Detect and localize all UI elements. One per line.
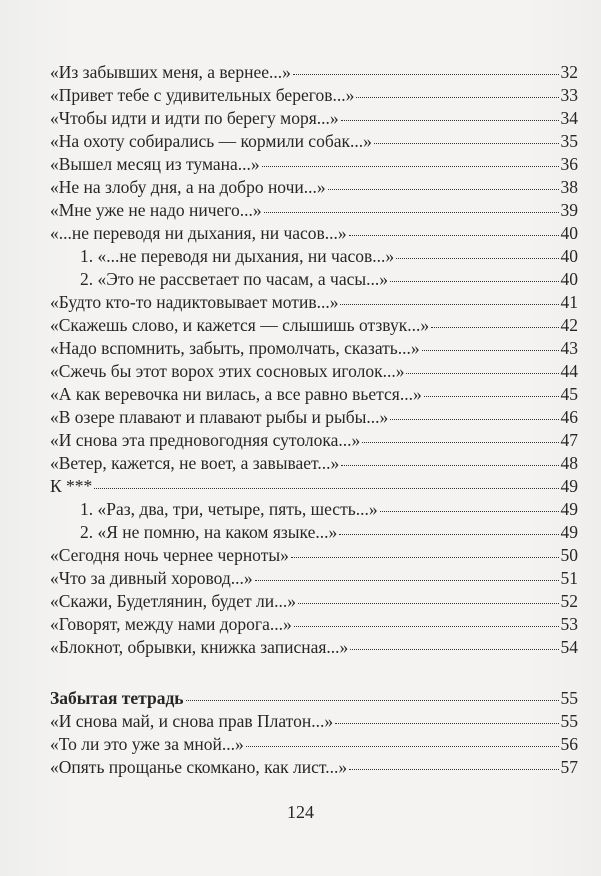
toc-entry [50, 153, 578, 176]
toc-entry [50, 199, 578, 222]
toc-entry-title: «В озере плавают и плавают рыбы и рыбы...» [50, 407, 389, 427]
toc-entry-title: «То ли это уже за мной...» [50, 734, 244, 754]
toc-entry [50, 475, 578, 498]
toc-entry-title: К *** [50, 476, 93, 496]
table-of-contents [50, 61, 578, 779]
toc-leader-dots [186, 699, 559, 701]
toc-entry-title: «Не на злобу дня, а на добро ночи...» [50, 177, 326, 197]
toc-entry [50, 291, 578, 314]
toc-entry-title: «Опять прощанье скомкано, как лист...» [50, 757, 348, 777]
toc-leader-dots [362, 441, 558, 443]
toc-entry-title: 1. «...не переводя ни дыхания, ни часов...» [80, 246, 395, 266]
toc-entry [50, 429, 578, 452]
toc-entry-page: 38 [560, 177, 578, 197]
toc-leader-dots [328, 188, 559, 190]
toc-leader-dots [262, 165, 559, 167]
toc-entry [50, 130, 578, 153]
toc-entry-page: 49 [560, 476, 578, 496]
toc-entry-title: «Мне уже не надо ничего...» [50, 200, 262, 220]
toc-leader-dots [406, 372, 558, 374]
toc-entry-page: 43 [560, 338, 578, 358]
toc-entry [50, 406, 578, 429]
toc-entry [50, 383, 578, 406]
toc-entry-page: 39 [560, 200, 578, 220]
toc-entry-title: 2. «Я не помню, на каком языке...» [80, 522, 338, 542]
toc-entry-title: «Будто кто-то надиктовывает мотив...» [50, 292, 339, 312]
toc-entry-page: 56 [560, 734, 578, 754]
toc-leader-dots [335, 722, 558, 724]
toc-leader-dots [94, 487, 558, 489]
toc-entry [50, 360, 578, 383]
toc-entry-page: 49 [560, 522, 578, 542]
toc-entry-title: «Что за дивный хоровод...» [50, 568, 253, 588]
toc-entry-page: 55 [560, 711, 578, 731]
toc-entry [50, 84, 578, 107]
page-number: 124 [287, 802, 314, 822]
toc-subentry [50, 521, 578, 544]
toc-entry-page: 34 [560, 108, 578, 128]
toc-leader-dots [341, 119, 559, 121]
toc-entry-title: «Скажи, Будетлянин, будет ли...» [50, 591, 296, 611]
toc-entry-page: 46 [560, 407, 578, 427]
toc-subentry [50, 498, 578, 521]
toc-section-title: Забытая тетрадь [50, 688, 184, 708]
toc-leader-dots [390, 280, 559, 282]
toc-entry-title: «Скажешь слово, и кажется — слышишь отзвук...» [50, 315, 430, 335]
toc-leader-dots [349, 768, 558, 770]
toc-section-heading [50, 687, 578, 710]
toc-leader-dots [374, 142, 559, 144]
toc-entry-title: «Привет тебе с удивительных берегов...» [50, 85, 355, 105]
toc-entry-page: 36 [560, 154, 578, 174]
toc-leader-dots [339, 533, 558, 535]
toc-leader-dots [294, 625, 559, 627]
toc-leader-dots [350, 648, 558, 650]
toc-entry-title: «Сегодня ночь чернее черноты» [50, 545, 289, 565]
toc-entry-title: «Блокнот, обрывки, книжка записная...» [50, 637, 349, 657]
toc-entry-title: «Надо вспомнить, забыть, промолчать, сказать...» [50, 338, 420, 358]
toc-entry [50, 756, 578, 779]
toc-entry-page: 57 [560, 757, 578, 777]
toc-entry-page: 40 [560, 269, 578, 289]
toc-entry-page: 51 [560, 568, 578, 588]
toc-entry-title: «И снова май, и снова прав Платон...» [50, 711, 334, 731]
toc-leader-dots [422, 349, 559, 351]
toc-leader-dots [356, 96, 558, 98]
section-gap [50, 659, 578, 687]
toc-entry-page: 52 [560, 591, 578, 611]
toc-main-list [50, 61, 578, 659]
toc-entry [50, 590, 578, 613]
toc-entry-page: 47 [560, 430, 578, 450]
toc-leader-dots [293, 73, 559, 75]
toc-entry-page: 49 [560, 499, 578, 519]
toc-leader-dots [264, 211, 559, 213]
toc-entry-title: «Говорят, между нами дорога...» [50, 614, 292, 634]
toc-entry-title: 2. «Это не рассветает по часам, а часы...» [80, 269, 388, 289]
toc-entry-title: «И снова эта предновогодняя сутолока...» [50, 430, 361, 450]
toc-entry-title: «Из забывших меня, а вернее...» [50, 62, 291, 82]
toc-section-list [50, 710, 578, 779]
toc-subentry [50, 245, 578, 268]
toc-entry-title: «...не переводя ни дыхания, ни часов...» [50, 223, 347, 243]
toc-leader-dots [380, 510, 559, 512]
toc-entry-page: 42 [560, 315, 578, 335]
toc-entry [50, 222, 578, 245]
toc-entry [50, 452, 578, 475]
toc-entry-page: 48 [560, 453, 578, 473]
toc-entry [50, 107, 578, 130]
toc-entry-title: «Чтобы идти и идти по берегу моря...» [50, 108, 339, 128]
toc-entry-page: 54 [560, 637, 578, 657]
toc-subentry [50, 268, 578, 291]
toc-entry-page: 45 [560, 384, 578, 404]
toc-section-page: 55 [560, 688, 578, 708]
toc-entry [50, 733, 578, 756]
toc-entry-page: 44 [560, 361, 578, 381]
toc-entry-title: «А как веревочка ни вилась, а все равно вьется...» [50, 384, 422, 404]
toc-entry [50, 176, 578, 199]
toc-leader-dots [246, 745, 559, 747]
toc-entry-page: 33 [560, 85, 578, 105]
toc-leader-dots [390, 418, 558, 420]
toc-entry [50, 544, 578, 567]
toc-leader-dots [349, 234, 559, 236]
toc-entry-title: «Ветер, кажется, не воет, а завывает...» [50, 453, 340, 473]
toc-entry-title: «Сжечь бы этот ворох этих сосновых иголок...» [50, 361, 405, 381]
toc-entry [50, 710, 578, 733]
toc-entry-title: 1. «Раз, два, три, четыре, пять, шесть...» [80, 499, 378, 519]
toc-entry [50, 567, 578, 590]
toc-entry-title: «На охоту собирались — кормили собак...» [50, 131, 372, 151]
toc-entry-title: «Вышел месяц из тумана...» [50, 154, 260, 174]
toc-entry [50, 314, 578, 337]
toc-entry-page: 41 [560, 292, 578, 312]
toc-entry [50, 636, 578, 659]
toc-leader-dots [255, 579, 559, 581]
toc-entry-page: 50 [560, 545, 578, 565]
toc-leader-dots [341, 464, 558, 466]
toc-entry-page: 40 [560, 223, 578, 243]
toc-leader-dots [291, 556, 559, 558]
toc-leader-dots [431, 326, 558, 328]
toc-leader-dots [424, 395, 559, 397]
toc-entry-page: 40 [560, 246, 578, 266]
toc-entry-page: 35 [560, 131, 578, 151]
toc-entry-page: 53 [560, 614, 578, 634]
toc-entry [50, 337, 578, 360]
toc-leader-dots [340, 303, 558, 305]
toc-entry-page: 32 [560, 62, 578, 82]
toc-leader-dots [298, 602, 559, 604]
toc-entry [50, 61, 578, 84]
toc-entry [50, 613, 578, 636]
toc-leader-dots [396, 257, 558, 259]
